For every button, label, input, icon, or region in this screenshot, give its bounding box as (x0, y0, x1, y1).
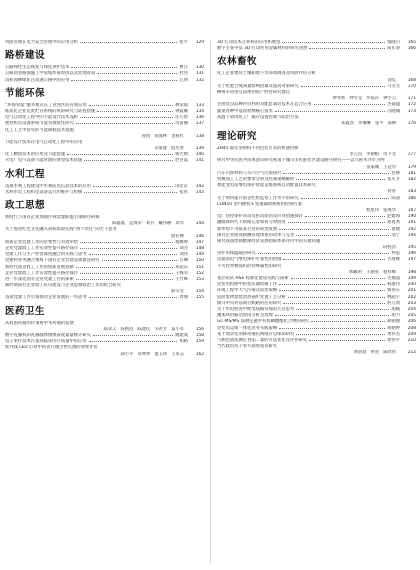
entry-author: 钟小云 (383, 96, 396, 102)
entry-title: 关于化肥合成质量影响因素及提高对策研究 (217, 83, 299, 89)
leader-dots (93, 335, 173, 336)
entry-title: 蔬菜育种中基因检测核心技术 (217, 108, 273, 114)
entry-author: 雷小军 (171, 326, 184, 332)
entry-page-number: 196 (407, 251, 416, 257)
entry-author: 古海峰 (387, 257, 400, 263)
leader-dots (296, 179, 385, 180)
entry-page-number: 144 (195, 221, 204, 227)
entry-author: 胡颖 (391, 306, 400, 312)
entry-author: 李琳琳 (357, 120, 371, 126)
entry-title: 进一步深化国有企业党建工作的探索 (5, 276, 74, 282)
entry-author: 张燕华 (383, 207, 396, 213)
entry-title: 新形势下书报发行业的转型发展 (217, 226, 278, 232)
entry-title: 紫外线 LED 灯对中药饮片微生物灭菌的效果评价 (5, 345, 98, 351)
leader-dots (76, 267, 173, 268)
entry-author: 邱小平 (120, 351, 134, 357)
leader-dots (301, 86, 385, 87)
leader-dots (279, 290, 385, 291)
entry-author: 李朝根 (366, 152, 380, 158)
entry-title: 轴加风机振动原因分析及治理 (217, 313, 273, 319)
entry-page-number: 129 (195, 40, 204, 45)
entry-author: 蒋海林 (154, 133, 168, 139)
entry-page-number: 183 (407, 189, 416, 195)
entry-title: 论变电运维一体化业务实践策略 (217, 325, 278, 331)
entry-author: 段程浩 (383, 245, 396, 251)
entry-author: 简长春 (387, 46, 400, 52)
entry-author: 何万新 (387, 300, 400, 306)
entry-author: 杜亮 (179, 71, 188, 77)
entry-page-number: 134 (195, 108, 204, 114)
entry-title: 风险管理在电力安全管理中的应用分析 (5, 40, 79, 45)
leader-dots (80, 273, 173, 274)
section-heading: 理论研究 (217, 131, 258, 143)
entry-title: 水利水电工程机电设备运行的维护与检修 (5, 189, 83, 195)
entry-author: 赵建海 (387, 214, 400, 220)
entry-title: 智能变电站继电保护智能运维系统自动配置技术研究 (217, 183, 316, 189)
leader-dots (309, 48, 385, 49)
entry-author: 司富刚 (175, 121, 188, 127)
entry-author: 杰森盛 (387, 102, 400, 108)
entry-author: 赵宫晶 (175, 158, 188, 164)
entry-title: 国有企业绩效薪酬管理体系的改革与完善 (217, 232, 295, 238)
entry-author: 鄢晓川 (387, 40, 400, 45)
entry-author: 曾普 (387, 189, 396, 195)
leader-dots (76, 123, 173, 124)
entry-page-number: 137 (195, 121, 204, 127)
entry-page-number: 203 (407, 300, 416, 306)
leader-dots (282, 42, 385, 43)
entry-page-number: 212 (407, 350, 416, 356)
entry-title: 企业党建政工工作实效性提升路径探讨 (5, 270, 79, 276)
entry-title: 化工企业地块土壤和地下水环境调查及风险评估分析 (217, 71, 316, 77)
entry-page-number: 150 (195, 258, 204, 264)
entry-author: 刘兵 (145, 221, 155, 227)
entry-title: 炼焦化企业危废贮存系统的风险研究与防控措施 (5, 108, 96, 114)
entry-title: 浅析园林绿化在高速公路中的应用 (5, 77, 70, 83)
entry-title: 关于推进红色文化融入高校思政实践“两个责任”的若干思考 (5, 227, 117, 233)
entry-author: 韩康伟 (387, 282, 400, 288)
leader-dots (80, 242, 173, 243)
entry-page-number: 208 (407, 325, 416, 331)
section-heading: 政工思想 (5, 200, 46, 211)
entry-author: 关福超 (387, 276, 400, 281)
entry-page-number: 132 (195, 77, 204, 83)
entry-author: 刘伟 (179, 252, 188, 258)
entry-author: 冯晓翰 (387, 108, 400, 114)
entry-author: 黄伟平 (387, 337, 400, 343)
entry-author: 陈建民 (137, 326, 151, 332)
entry-author: 王永志 (171, 351, 184, 357)
entry-author: 吕琳 (179, 258, 188, 264)
entry-author: 钟冬辉 (332, 96, 346, 102)
entry-author: 殷光喜 (171, 146, 184, 152)
entry-page-number: 181 (407, 170, 416, 176)
leader-dots (89, 297, 178, 298)
leader-dots (80, 117, 173, 118)
entry-author: 余军 (175, 221, 184, 227)
entry-title: 当代政府从干事方面看成员研究 (217, 344, 278, 350)
entry-author: 李云良 (349, 152, 363, 158)
entry-page-number: 195 (407, 245, 416, 251)
entry-title: 高温下禽肉化工厂储存设备控制与防治方法 (217, 114, 299, 120)
entry-page-number: 156 (195, 326, 204, 332)
leader-dots (288, 297, 385, 298)
entry-author: 刘佳 (387, 77, 396, 83)
entry-author: 金莉红 (171, 133, 184, 139)
leader-dots (296, 334, 385, 335)
entry-author: 陈晨 (391, 195, 400, 201)
entry-page-number: 201 (407, 288, 416, 294)
entry-page-number: 187 (407, 207, 416, 213)
entry-title: 新时代下国有企业加强区域党建联盟引领路径研探 (5, 215, 100, 220)
entry-title: 数字主客中基 3D 打印医用金属材料的研究进展 (217, 46, 308, 52)
entry-page-number: 176 (407, 120, 416, 126)
entry-page-number: 191 (407, 220, 416, 226)
entry-author: 部帅 (387, 120, 396, 126)
entry-page-number: 173 (407, 108, 416, 114)
entry-author: 马文雪 (387, 83, 400, 89)
leader-dots (84, 160, 173, 161)
leader-dots (291, 278, 386, 279)
entry-page-number: 194 (407, 232, 416, 238)
leader-dots (258, 253, 390, 254)
leader-dots (80, 42, 177, 43)
entry-page-number: 138 (195, 133, 204, 139)
entry-title: 关于如何提升国企纪检监察工作水平的研究 (217, 195, 299, 201)
leader-dots (102, 260, 178, 261)
section-heading: 节能环保 (5, 87, 46, 99)
entry-author: 张平 (374, 120, 384, 126)
entry-author: 杨光勋 (175, 152, 188, 158)
entry-page-number: 200 (407, 282, 416, 288)
entry-title: 创新企业党建工作的必要性与有效举措 (5, 239, 79, 245)
entry-page-number: 136 (195, 115, 204, 121)
leader-dots (76, 279, 173, 280)
entry-title: 数字乳腺机的乳腺腺体摄像表现量量统计研究 (5, 333, 91, 338)
entry-author: 程星伟 (366, 207, 380, 213)
entry-author: 杨喜东 (387, 288, 400, 294)
entry-page-number: 149 (195, 252, 204, 258)
entry-title: 化工工艺中常见的节能降耗技术措施 (5, 127, 74, 133)
entry-author: 邓超东 (175, 264, 188, 270)
leader-dots (275, 315, 390, 316)
entry-title: 节能设计技术在电气自动化工程中的应用 (5, 139, 83, 145)
entry-title: 偶马中央对前期行贿路的应用研究 (217, 300, 282, 306)
entry-title: 地铁机电设备系统节能管理优化研究 (5, 121, 74, 127)
entry-title: 企业党建政工工作实效性提升路径探讨 (5, 245, 79, 251)
entry-author: 童晓 (391, 226, 400, 232)
leader-dots (89, 254, 178, 255)
entry-author: 钟雪莹 (349, 96, 363, 102)
entry-page-number: 202 (407, 294, 416, 300)
entry-title: 融媒体时代下新闻记者如何与时俱进 (217, 220, 286, 226)
entry-title: 公路沥青路面施工中裂缝形成原因以及处理对策 (5, 71, 96, 77)
entry-title: 研究中华民族共同体意识研究视角下城市多民族社区建设路径研究——以乌鲁木齐市为例 (217, 158, 385, 164)
entry-author: 伍家城 (366, 164, 380, 170)
entry-author: 王冠华 (383, 164, 396, 170)
leader-dots (84, 192, 177, 193)
entry-title: 党建工作与生产经营深度融合的实践与思考 (5, 252, 87, 258)
entry-page-number: 130 (195, 65, 204, 71)
leader-dots (279, 284, 385, 285)
entry-author: 林超宇 (387, 294, 400, 300)
entry-author: 周俊 (179, 295, 188, 301)
entry-page-number: 179 (407, 164, 416, 170)
entry-page-number: 171 (407, 96, 416, 102)
entry-author: 顾颖君 (349, 269, 363, 275)
entry-title: 探究我国唐朝燃煤经济发展指标体系评价中的关键问题 (217, 238, 321, 244)
entry-title: 危险废物焚烧余热锅炉处置工艺分析 (217, 294, 286, 300)
leader-dots (279, 229, 389, 230)
leader-dots (275, 111, 385, 112)
leader-dots (288, 222, 385, 223)
entry-title: 关于用电检查中配电线路管理的几点思考 (217, 306, 295, 312)
entry-page-number: 204 (407, 306, 416, 312)
entry-author: 陈欣彤 (383, 350, 396, 356)
entry-author: 黄晨晨 (353, 350, 367, 356)
leader-dots (283, 173, 389, 174)
entry-page-number: 140 (195, 152, 204, 158)
entry-page-number: 206 (407, 319, 416, 325)
entry-author: 孟海荣 (129, 221, 142, 227)
entry-page-number: 139 (195, 146, 204, 152)
entry-title: 窑炉的保温隔热研究 (217, 251, 256, 257)
entry-author: 钟震耀 (175, 108, 188, 114)
leader-dots (67, 154, 173, 155)
entry-page-number: 205 (407, 313, 416, 319)
entry-author: 张平 (179, 40, 188, 45)
entry-page-number: 154 (195, 289, 204, 295)
toc-entry-authors (217, 350, 416, 356)
leader-dots (311, 321, 385, 322)
entry-author: 童玉珍 (154, 351, 168, 357)
entry-page-number: 165 (407, 40, 416, 45)
entry-author: 胡朝婷 (387, 325, 400, 331)
entry-author: 陈艳清 (120, 326, 134, 332)
entry-author: 柏路 (179, 339, 188, 345)
entry-title: 化工精馏技术的应用及节能措施 (5, 152, 66, 158)
toc-left-column (5, 40, 204, 358)
section-heading: 水利工程 (5, 168, 46, 180)
entry-author: 程样峰 (383, 269, 396, 275)
column-divider (210, 40, 211, 564)
entry-author: 蔚长峰 (171, 233, 184, 239)
entry-title: 电气自动化工程中的节能设计技术浅析 (5, 115, 79, 121)
leader-dots (305, 216, 385, 217)
entry-title: ZB45 溢实型锁机不同包装方式的快速切换 (217, 146, 299, 152)
entry-title: 电厂热控保护误动及拒动原因及应对措施探讨 (217, 214, 303, 220)
entry-page-number: 162 (195, 351, 204, 357)
leader-dots (309, 340, 385, 341)
entry-page-number: 151 (195, 264, 204, 270)
entry-author: 任巧智 (175, 115, 188, 121)
entry-page-number: 143 (195, 189, 204, 195)
entry-title: 浅谈水利工程建设中水利防汛信息技术的应用 (5, 183, 91, 189)
entry-page-number: 147 (195, 239, 204, 245)
leader-dots (93, 186, 173, 187)
leader-dots (89, 105, 173, 106)
leader-dots (80, 248, 177, 249)
entry-author: 戴伟丽 (158, 221, 172, 227)
entry-page-number: 131 (195, 71, 204, 77)
entry-title: 甘蔗优良品种评价利用及配套栽培技术在总合应用 (217, 102, 312, 108)
entry-author: 仲思 (391, 251, 400, 257)
entry-page-number: 210 (407, 337, 416, 343)
entry-author: 张彤 (179, 189, 188, 195)
entry-page-number: 182 (407, 177, 416, 182)
entry-title: 从我国药通的传承看中华药通的发展 (5, 320, 74, 326)
leader-dots (283, 303, 385, 304)
entry-page-number: 146 (195, 233, 204, 239)
entry-author: 罗依莎 (366, 96, 380, 102)
entry-author: 蔡再秀 (387, 220, 400, 226)
entry-author: 王竹峰 (175, 276, 188, 282)
entry-author: 胡力 (391, 313, 400, 319)
entry-title: 火电厂电气设备节能管理的典型技术措施 (5, 158, 83, 164)
entry-title: 环境工程中大气污染及防治策略 (217, 288, 278, 294)
section-heading: 路桥建设 (5, 50, 46, 62)
entry-author: 林荣斌 (175, 102, 188, 108)
entry-title: 汽车内饰材料与车内空气污染探究 (217, 170, 282, 176)
entry-author: 朱鑫显 (341, 120, 354, 126)
entry-page-number: 133 (195, 102, 204, 108)
entry-title: 机械加工工艺的要求分析及控制策略解析 (217, 177, 295, 182)
entry-title: 党建和业务融合视角下国有企业党建品牌建设研究 (5, 258, 100, 264)
entry-page-number: 186 (407, 195, 416, 201)
entry-page-number: 142 (195, 183, 204, 189)
entry-page-number: 198 (407, 269, 416, 275)
entry-title: 新时期国有企业政工队伍建设与企业思想政治工作的结合研究 (5, 283, 122, 289)
entry-title: 论提高电气继电保护可靠性的措施 (217, 257, 282, 263)
entry-author: 孙凯 (141, 133, 151, 139)
entry-page-number: 166 (407, 46, 416, 52)
entry-page-number: 148 (195, 245, 204, 251)
entry-author: 王朝亚 (366, 269, 380, 275)
entry-title: 浅谈党建工作引领推动企业发展的一些思考 (5, 295, 87, 301)
entry-author: 曹江 (179, 65, 188, 71)
entry-author: 蔡腾帅 (175, 239, 188, 245)
entry-page-number: 159 (195, 339, 204, 345)
entry-page-number: 177 (407, 152, 416, 158)
toc-entry-authors (5, 352, 204, 358)
entry-page-number: 155 (195, 295, 204, 301)
entry-title: 柳州市蒂珍豆园规划资产经营研究建议 (217, 89, 291, 95)
entry-author: 吴豪建 (154, 146, 168, 152)
entry-page-number: 172 (407, 102, 416, 108)
entry-title: 不可控单相弧机的特殊属性的研究 (217, 263, 282, 269)
section-heading: 农林畜牧 (217, 56, 258, 68)
entry-author: 田宏京 (175, 183, 188, 189)
leader-dots (97, 73, 177, 74)
entry-author: 邹宁 (391, 232, 400, 238)
entry-author: 郝雪莹 (171, 289, 184, 295)
entry-author: 王梅君 (175, 270, 188, 276)
entry-page-number: 168 (407, 77, 416, 83)
entry-author: 刘杰 (179, 245, 188, 251)
entry-title: 3D 打印技术在骨科的应用和展望 (217, 40, 281, 45)
leader-dots (97, 111, 173, 112)
leader-dots (283, 259, 385, 260)
entry-author: 包峰 (391, 170, 400, 176)
entry-page-number: 158 (195, 333, 204, 338)
entry-title: 基层站队 HSE 标准化建设实践与探索 (217, 276, 289, 281)
leader-dots (89, 341, 178, 342)
entry-title: 基于场景化的移动通信网络应急保障研究 (217, 331, 295, 337)
entry-author: 陈荣义 (103, 326, 117, 332)
entry-title: 气相色谱法测定食品二氯的方法优化及评价研究 (217, 337, 308, 343)
entry-author: 单星 (370, 350, 380, 356)
entry-page-number: 209 (407, 331, 416, 337)
entry-title: 公路绿化生态恢复与绿化养护技术 (5, 65, 70, 71)
toc-right-column (217, 40, 416, 356)
entry-author: 黄伟杰 (387, 331, 400, 337)
entry-page-number: 192 (407, 226, 416, 232)
entry-title: 论变电检修中的变压器检修工作 (217, 282, 278, 288)
leader-dots (296, 309, 389, 310)
entry-author: 邓尊界 (137, 351, 151, 357)
leader-dots (279, 328, 385, 329)
entry-author: 司卜文 (383, 152, 396, 158)
entry-author: 韦君芳 (154, 326, 168, 332)
entry-page-number: 199 (407, 276, 416, 281)
entry-title: 电子束疗技术在提高临床医疗质量中的应用 (5, 339, 87, 345)
leader-dots (71, 67, 177, 68)
leader-dots (301, 198, 390, 199)
entry-page-number: 141 (195, 158, 204, 164)
entry-page-number: 153 (195, 276, 204, 282)
leader-dots (71, 80, 177, 81)
leader-dots (296, 235, 389, 236)
entry-title: 新时代国企政工工作的创新发展思路 (5, 264, 74, 270)
entry-title: CDN10 型内燃机车变速辅助系统的控制方案 (217, 201, 303, 207)
entry-title: GC-MS/MS 法测定蔬中有机磷酸酯化合物的研究 (217, 319, 310, 325)
leader-dots (314, 104, 386, 105)
entry-author: 胡朝俊 (387, 319, 400, 325)
entry-author: 江明 (179, 77, 188, 83)
entry-title: “环保管家”服务模式在工业园区的有效应用 (5, 102, 87, 108)
entry-page-number: 170 (407, 83, 416, 89)
entry-author: 张庆芳 (387, 177, 400, 182)
entry-page-number: 152 (195, 270, 204, 276)
entry-page-number: 197 (407, 257, 416, 263)
entry-author: 陈鑫鑫 (112, 221, 126, 227)
entry-page-number: 190 (407, 214, 416, 220)
section-heading: 医药卫生 (5, 305, 46, 317)
entry-author: 姚建成 (175, 333, 188, 338)
